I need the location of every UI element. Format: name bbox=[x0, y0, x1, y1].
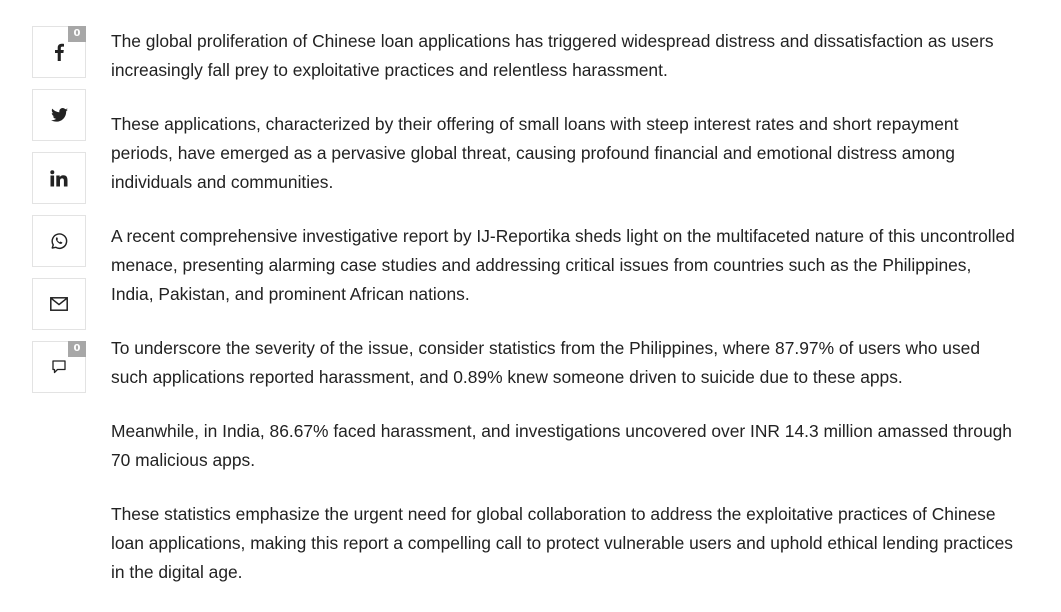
article-paragraph: Meanwhile, in India, 86.67% faced harassment, and investigations uncovered over INR 14.3 million amassed through 70 malicious apps. bbox=[111, 421, 1012, 470]
email-share-button[interactable] bbox=[32, 278, 86, 330]
facebook-share-count: 0 bbox=[68, 26, 86, 42]
article-paragraph: To underscore the severity of the issue, consider statistics from the Philippines, where 87.97% of users who used such applications reported harassment, and 0.89% knew someone driven to suicide due to these apps. bbox=[111, 338, 981, 387]
whatsapp-icon bbox=[50, 232, 68, 250]
share-sidebar bbox=[32, 26, 88, 404]
comment-icon bbox=[52, 360, 66, 374]
article-paragraph: These statistics emphasize the urgent need for global collaboration to address the exploitative practices of Chinese loan applications, making this report a compelling call to protect vulnerable users and uphold ethical lending practices in the digital age. bbox=[111, 504, 1013, 582]
article-paragraph: The global proliferation of Chinese loan applications has triggered widespread distress and dissatisfaction as users increasingly fall prey to exploitative practices and relentless harassment. bbox=[111, 31, 994, 80]
comments-button[interactable] bbox=[32, 341, 86, 393]
article-paragraph: These applications, characterized by their offering of small loans with steep interest rates and short repayment periods, have emerged as a pervasive global threat, causing profound financial and emotional distress among individuals and communities. bbox=[111, 114, 959, 192]
whatsapp-share-button[interactable] bbox=[32, 215, 86, 267]
twitter-share-button[interactable] bbox=[32, 89, 86, 141]
article-paragraph: A recent comprehensive investigative report by IJ-Reportika sheds light on the multifaceted nature of this uncontrolled menace, presenting alarming case studies and addressing critical issues from countries such as the Philippines, India, Pakistan, and prominent African nations. bbox=[111, 226, 1015, 304]
facebook-share-button[interactable] bbox=[32, 26, 86, 78]
linkedin-share-button[interactable] bbox=[32, 152, 86, 204]
article-body bbox=[111, 27, 1016, 612]
comments-count: 0 bbox=[68, 341, 86, 357]
twitter-icon bbox=[51, 108, 68, 122]
facebook-icon bbox=[53, 43, 65, 61]
email-icon bbox=[50, 297, 68, 311]
linkedin-icon bbox=[50, 170, 68, 187]
